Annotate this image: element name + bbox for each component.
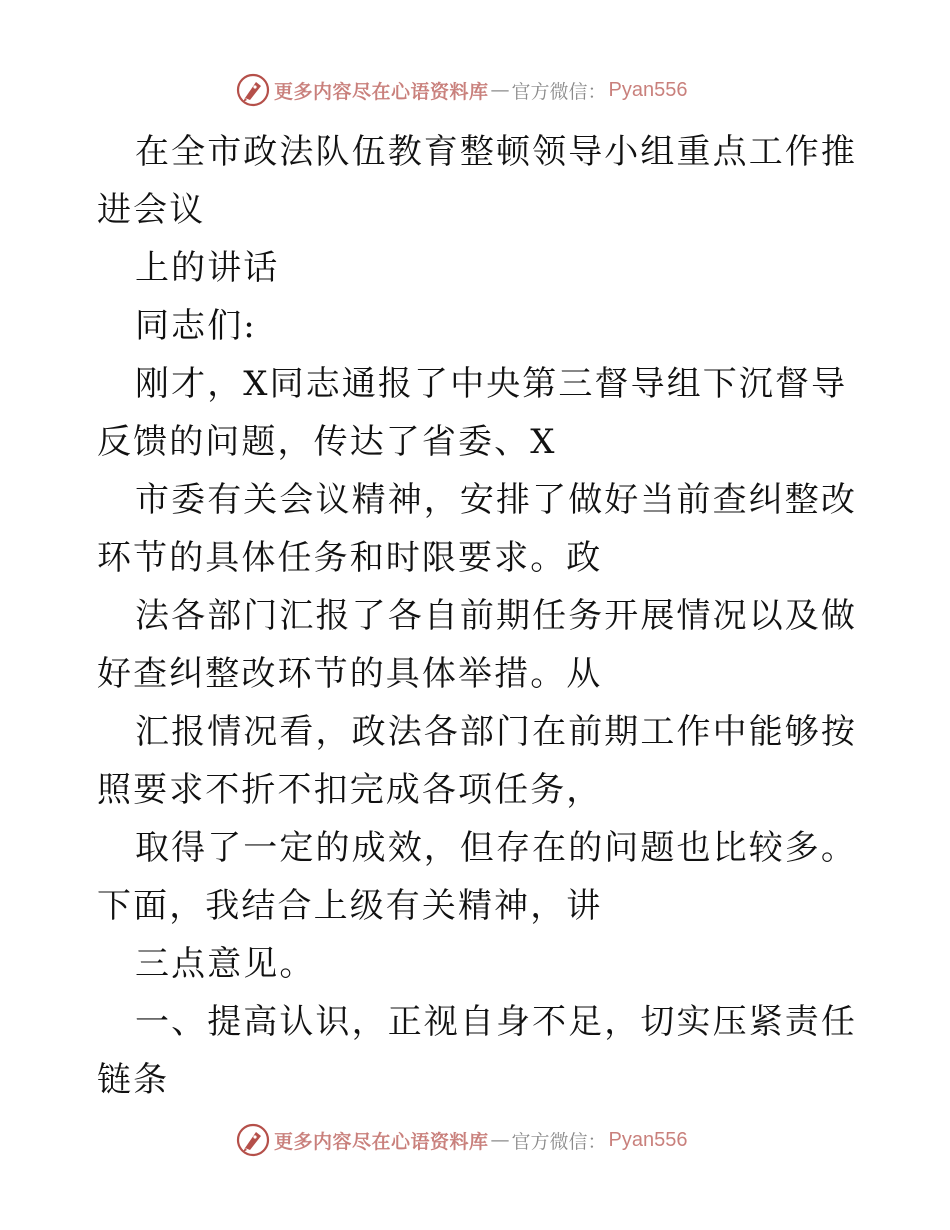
pen-nib-logo-icon — [236, 1123, 270, 1157]
banner-wechat-id: Pyan556 — [608, 78, 688, 101]
document-title-line-1: 在全市政法队伍教育整顿领导小组重点工作推进会议 — [97, 132, 857, 230]
body-paragraph: 市委有关会议精神，安排了做好当前查纠整改环节的具体任务和时限要求。政 — [97, 480, 857, 578]
banner-dash: — — [490, 1129, 510, 1151]
footer-watermark-banner — [236, 1122, 688, 1158]
header-watermark-banner — [236, 72, 688, 108]
body-paragraph: 取得了一定的成效，但存在的问题也比较多。下面，我结合上级有关精神，讲 — [97, 828, 857, 926]
document-title-line-2: 上的讲话 — [135, 248, 280, 288]
banner-wechat-id: Pyan556 — [608, 1128, 688, 1151]
banner-brand-text: 更多内容尽在心语资料库 — [274, 80, 489, 103]
body-paragraph: 三点意见。 — [135, 944, 316, 984]
banner-contact-label: 官方微信： — [511, 80, 607, 103]
banner-brand-text: 更多内容尽在心语资料库 — [274, 1130, 489, 1153]
banner-contact-label: 官方微信： — [511, 1130, 607, 1153]
salutation: 同志们: — [135, 306, 257, 346]
banner-dash: — — [490, 79, 510, 101]
body-paragraph: 刚才，X同志通报了中央第三督导组下沉督导反馈的问题，传达了省委、X — [97, 364, 848, 462]
section-heading-1: 一、提高认识，正视自身不足，切实压紧责任链条 — [97, 1002, 857, 1100]
body-paragraph: 汇报情况看，政法各部门在前期工作中能够按照要求不折不扣完成各项任务， — [97, 712, 857, 810]
pen-nib-logo-icon — [236, 73, 270, 107]
document-body — [97, 123, 857, 1109]
body-paragraph: 法各部门汇报了各自前期任务开展情况以及做好查纠整改环节的具体举措。从 — [97, 596, 857, 694]
